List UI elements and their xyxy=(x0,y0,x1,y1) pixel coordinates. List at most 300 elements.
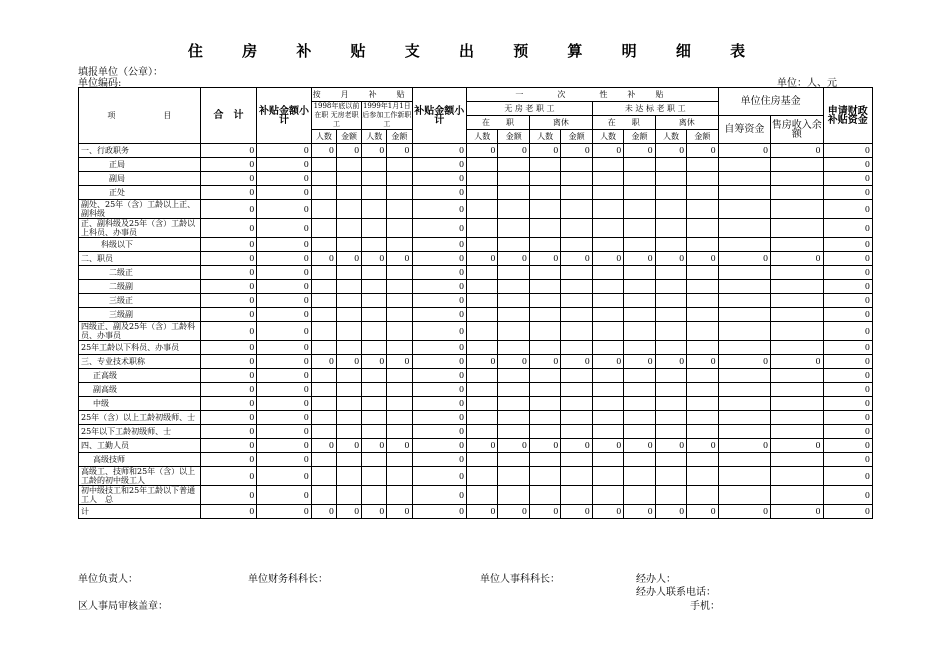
row-onetime-cell xyxy=(498,425,529,439)
row-label: 二级正 xyxy=(79,266,201,280)
row-onetime-cell xyxy=(467,219,498,238)
header-amount-2: 金额 xyxy=(498,130,529,144)
row-fund-cell xyxy=(771,411,823,425)
table-row xyxy=(79,355,873,369)
row-fund-cell xyxy=(718,322,770,341)
row-onetime-cell: 0 xyxy=(687,505,718,519)
row-onetime-cell xyxy=(561,308,592,322)
row-onetime-cell: 0 xyxy=(561,355,592,369)
header-count-4: 人数 xyxy=(592,130,623,144)
row-monthly-cell xyxy=(311,238,336,252)
row-onetime-cell: 0 xyxy=(561,439,592,453)
row-fund-cell xyxy=(718,219,770,238)
row-onetime-cell xyxy=(529,397,560,411)
row-onetime-cell xyxy=(498,467,529,486)
row-onetime-cell: 0 xyxy=(561,505,592,519)
row-onetime-cell xyxy=(624,186,655,200)
row-monthly-cell xyxy=(387,467,412,486)
row-onetime-cell xyxy=(687,369,718,383)
row-onetime-cell xyxy=(529,411,560,425)
row-monthly-cell xyxy=(336,186,361,200)
row-fund-cell xyxy=(771,425,823,439)
header-inservice-b: 在 职 xyxy=(592,116,655,130)
row-monthly-cell xyxy=(336,383,361,397)
unit-code-label: 单位编码: xyxy=(78,78,122,89)
row-onetime-cell xyxy=(467,280,498,294)
row-onetime-cell xyxy=(624,308,655,322)
row-onetime-cell xyxy=(655,369,686,383)
header-count-1: 人数 xyxy=(362,130,387,144)
row-apply: 0 xyxy=(823,144,872,158)
row-total: 0 xyxy=(200,172,257,186)
row-onetime-cell: 0 xyxy=(529,439,560,453)
row-fund-cell xyxy=(771,453,823,467)
row-onetime-cell xyxy=(498,341,529,355)
row-monthly-cell xyxy=(387,308,412,322)
row-monthly-cell xyxy=(387,172,412,186)
row-onetime-cell xyxy=(529,383,560,397)
row-fund-cell xyxy=(771,308,823,322)
row-monthly-cell xyxy=(311,186,336,200)
table-row xyxy=(79,486,873,505)
row-fund-cell xyxy=(718,383,770,397)
row-onetime-cell xyxy=(655,158,686,172)
row-fund-cell xyxy=(718,411,770,425)
header-no-house: 无 房 老 职 工 xyxy=(467,102,593,116)
row-onetime-cell xyxy=(467,294,498,308)
row-onetime-subtotal: 0 xyxy=(412,294,467,308)
row-onetime-cell xyxy=(498,322,529,341)
row-onetime-cell xyxy=(624,172,655,186)
row-fund-cell xyxy=(771,383,823,397)
row-monthly-cell xyxy=(387,280,412,294)
row-total: 0 xyxy=(200,252,257,266)
row-fund-cell xyxy=(718,238,770,252)
header-subtotal-onetime: 补贴金额小计 xyxy=(412,88,467,144)
row-onetime-cell xyxy=(687,453,718,467)
row-onetime-cell xyxy=(655,200,686,219)
header-count-2: 人数 xyxy=(467,130,498,144)
row-total: 0 xyxy=(200,467,257,486)
row-apply: 0 xyxy=(823,308,872,322)
row-total: 0 xyxy=(200,486,257,505)
row-onetime-cell xyxy=(592,219,623,238)
row-onetime-cell: 0 xyxy=(655,505,686,519)
row-onetime-cell xyxy=(624,397,655,411)
row-label: 中级 xyxy=(79,397,201,411)
row-fund-cell xyxy=(718,453,770,467)
row-monthly-subtotal: 0 xyxy=(257,453,312,467)
row-fund-cell: 0 xyxy=(771,505,823,519)
footer-hr: 单位人事科科长： xyxy=(480,574,560,585)
row-onetime-cell xyxy=(687,186,718,200)
row-onetime-cell xyxy=(592,280,623,294)
row-monthly-cell: 0 xyxy=(311,144,336,158)
row-onetime-cell: 0 xyxy=(624,252,655,266)
row-monthly-cell: 0 xyxy=(362,144,387,158)
row-monthly-cell xyxy=(387,486,412,505)
budget-table xyxy=(78,87,873,519)
row-monthly-subtotal: 0 xyxy=(257,355,312,369)
table-row xyxy=(79,308,873,322)
row-onetime-cell xyxy=(687,425,718,439)
row-monthly-subtotal: 0 xyxy=(257,266,312,280)
row-monthly-cell xyxy=(336,453,361,467)
row-onetime-cell xyxy=(592,467,623,486)
row-onetime-cell xyxy=(624,200,655,219)
row-onetime-cell xyxy=(655,238,686,252)
row-onetime-cell xyxy=(624,383,655,397)
row-monthly-cell xyxy=(311,425,336,439)
row-onetime-cell xyxy=(467,266,498,280)
row-onetime-cell xyxy=(467,486,498,505)
row-monthly-cell xyxy=(311,266,336,280)
row-onetime-cell xyxy=(467,411,498,425)
row-onetime-cell: 0 xyxy=(561,144,592,158)
row-fund-cell: 0 xyxy=(771,355,823,369)
row-monthly-cell xyxy=(362,280,387,294)
row-monthly-cell: 0 xyxy=(336,252,361,266)
row-fund-cell xyxy=(771,397,823,411)
row-monthly-cell xyxy=(387,158,412,172)
row-monthly-cell: 0 xyxy=(387,355,412,369)
row-fund-cell: 0 xyxy=(718,144,770,158)
row-onetime-cell xyxy=(498,383,529,397)
row-onetime-cell xyxy=(592,322,623,341)
row-fund-cell xyxy=(771,294,823,308)
row-onetime-cell: 0 xyxy=(624,505,655,519)
row-monthly-cell xyxy=(311,467,336,486)
row-monthly-cell xyxy=(336,322,361,341)
row-onetime-subtotal: 0 xyxy=(412,411,467,425)
header-amount-3: 金额 xyxy=(561,130,592,144)
footer-mobile: 手机： xyxy=(690,601,720,612)
row-fund-cell xyxy=(718,397,770,411)
row-monthly-cell: 0 xyxy=(362,439,387,453)
row-label: 正高级 xyxy=(79,369,201,383)
row-onetime-cell xyxy=(561,411,592,425)
row-monthly-cell xyxy=(311,172,336,186)
row-total: 0 xyxy=(200,505,257,519)
row-onetime-cell xyxy=(655,383,686,397)
row-onetime-cell: 0 xyxy=(655,355,686,369)
row-monthly-cell xyxy=(311,411,336,425)
row-monthly-cell xyxy=(387,294,412,308)
row-fund-cell xyxy=(771,238,823,252)
row-onetime-cell xyxy=(624,219,655,238)
row-onetime-cell xyxy=(498,453,529,467)
row-onetime-cell xyxy=(529,186,560,200)
row-onetime-cell xyxy=(655,425,686,439)
row-total: 0 xyxy=(200,266,257,280)
row-monthly-cell xyxy=(336,397,361,411)
row-monthly-cell: 0 xyxy=(336,144,361,158)
row-onetime-cell xyxy=(467,425,498,439)
row-fund-cell xyxy=(771,172,823,186)
row-onetime-cell xyxy=(687,238,718,252)
row-apply: 0 xyxy=(823,397,872,411)
row-label: 计 xyxy=(79,505,201,519)
row-fund-cell xyxy=(718,425,770,439)
table-row xyxy=(79,322,873,341)
table-row xyxy=(79,453,873,467)
row-onetime-cell xyxy=(561,158,592,172)
row-onetime-cell xyxy=(498,397,529,411)
table-row xyxy=(79,266,873,280)
table-row xyxy=(79,341,873,355)
row-onetime-cell xyxy=(592,172,623,186)
row-monthly-cell: 0 xyxy=(387,144,412,158)
header-after-1999: 1999年1月1日后参加工作新职工 xyxy=(362,102,412,128)
row-onetime-cell: 0 xyxy=(561,252,592,266)
row-onetime-cell xyxy=(687,411,718,425)
header-subtotal-monthly: 补贴金额小计 xyxy=(257,88,312,144)
row-apply: 0 xyxy=(823,453,872,467)
row-total: 0 xyxy=(200,308,257,322)
row-onetime-cell xyxy=(687,341,718,355)
row-total: 0 xyxy=(200,411,257,425)
row-onetime-cell xyxy=(624,341,655,355)
row-onetime-cell xyxy=(467,369,498,383)
table-row xyxy=(79,467,873,486)
row-onetime-subtotal: 0 xyxy=(412,383,467,397)
row-onetime-cell: 0 xyxy=(529,252,560,266)
row-apply: 0 xyxy=(823,172,872,186)
row-monthly-cell xyxy=(362,425,387,439)
row-label: 高级工、技师和25年（含）以上工龄的初中级工人 xyxy=(79,467,201,486)
row-onetime-cell: 0 xyxy=(624,439,655,453)
header-count-3: 人数 xyxy=(529,130,560,144)
row-monthly-cell xyxy=(387,425,412,439)
row-onetime-cell: 0 xyxy=(498,252,529,266)
row-onetime-cell xyxy=(624,467,655,486)
row-total: 0 xyxy=(200,186,257,200)
row-onetime-subtotal: 0 xyxy=(412,252,467,266)
row-onetime-cell xyxy=(561,486,592,505)
row-monthly-cell xyxy=(311,294,336,308)
row-onetime-cell xyxy=(561,200,592,219)
row-onetime-cell xyxy=(592,238,623,252)
header-amount-0: 金额 xyxy=(336,130,361,144)
row-onetime-cell xyxy=(467,158,498,172)
row-monthly-cell xyxy=(336,172,361,186)
footer-head: 单位负责人： xyxy=(78,574,138,585)
row-onetime-cell xyxy=(655,266,686,280)
table-row xyxy=(79,219,873,238)
row-label: 副处、25年（含）工龄以上正、副科级 xyxy=(79,200,201,219)
row-onetime-cell xyxy=(592,266,623,280)
row-onetime-cell xyxy=(467,200,498,219)
row-monthly-cell xyxy=(336,294,361,308)
row-onetime-cell: 0 xyxy=(592,439,623,453)
row-apply: 0 xyxy=(823,200,872,219)
row-fund-cell: 0 xyxy=(718,505,770,519)
row-monthly-cell xyxy=(362,266,387,280)
page-title: 住 房 补 贴 支 出 预 算 明 细 表 xyxy=(187,42,763,60)
row-fund-cell xyxy=(771,341,823,355)
row-onetime-cell xyxy=(561,294,592,308)
row-monthly-cell xyxy=(387,397,412,411)
table-row xyxy=(79,411,873,425)
header-amount-1: 金额 xyxy=(387,130,412,144)
row-monthly-cell: 0 xyxy=(311,252,336,266)
row-total: 0 xyxy=(200,369,257,383)
row-monthly-cell: 0 xyxy=(362,355,387,369)
row-onetime-cell xyxy=(498,158,529,172)
row-monthly-subtotal: 0 xyxy=(257,238,312,252)
row-monthly-cell: 0 xyxy=(387,439,412,453)
row-fund-cell xyxy=(718,186,770,200)
row-label: 四、工勤人员 xyxy=(79,439,201,453)
footer-finance: 单位财务科科长： xyxy=(248,574,328,585)
row-apply: 0 xyxy=(823,158,872,172)
footer-handler: 经办人： xyxy=(636,574,676,585)
row-label: 三级正 xyxy=(79,294,201,308)
row-monthly-cell xyxy=(311,219,336,238)
row-onetime-cell xyxy=(561,186,592,200)
row-monthly-cell xyxy=(336,425,361,439)
header-item: 项 目 xyxy=(79,88,201,144)
row-monthly-subtotal: 0 xyxy=(257,369,312,383)
row-total: 0 xyxy=(200,397,257,411)
row-onetime-cell xyxy=(529,238,560,252)
row-onetime-cell xyxy=(655,322,686,341)
row-monthly-cell: 0 xyxy=(387,252,412,266)
row-onetime-cell: 0 xyxy=(687,252,718,266)
row-monthly-cell xyxy=(387,219,412,238)
row-fund-cell xyxy=(771,158,823,172)
row-onetime-cell xyxy=(592,308,623,322)
row-onetime-cell: 0 xyxy=(592,144,623,158)
row-onetime-cell xyxy=(687,383,718,397)
row-apply: 0 xyxy=(823,505,872,519)
row-apply: 0 xyxy=(823,369,872,383)
row-fund-cell xyxy=(718,266,770,280)
row-onetime-cell xyxy=(624,294,655,308)
row-onetime-cell xyxy=(592,200,623,219)
row-monthly-subtotal: 0 xyxy=(257,383,312,397)
row-onetime-cell: 0 xyxy=(655,252,686,266)
row-fund-cell xyxy=(771,266,823,280)
row-monthly-cell: 0 xyxy=(311,355,336,369)
row-onetime-cell xyxy=(561,266,592,280)
row-monthly-cell xyxy=(336,467,361,486)
row-fund-cell xyxy=(771,280,823,294)
row-onetime-cell xyxy=(529,453,560,467)
row-monthly-subtotal: 0 xyxy=(257,411,312,425)
row-monthly-cell xyxy=(362,186,387,200)
row-label: 25年工龄以下科员、办事员 xyxy=(79,341,201,355)
row-onetime-cell xyxy=(624,322,655,341)
row-onetime-subtotal: 0 xyxy=(412,308,467,322)
row-apply: 0 xyxy=(823,322,872,341)
row-onetime-cell xyxy=(561,397,592,411)
row-onetime-cell: 0 xyxy=(655,439,686,453)
row-monthly-cell xyxy=(362,467,387,486)
table-row xyxy=(79,425,873,439)
row-onetime-cell xyxy=(529,280,560,294)
row-onetime-cell xyxy=(655,397,686,411)
row-monthly-cell xyxy=(311,280,336,294)
row-monthly-cell xyxy=(387,238,412,252)
row-fund-cell xyxy=(718,369,770,383)
table-row xyxy=(79,252,873,266)
table-row xyxy=(79,505,873,519)
row-onetime-cell xyxy=(529,219,560,238)
row-fund-cell xyxy=(771,369,823,383)
row-onetime-cell: 0 xyxy=(467,252,498,266)
row-monthly-cell xyxy=(311,486,336,505)
row-fund-cell xyxy=(718,294,770,308)
row-onetime-cell xyxy=(529,172,560,186)
table-row xyxy=(79,397,873,411)
row-onetime-cell xyxy=(561,453,592,467)
row-fund-cell: 0 xyxy=(771,439,823,453)
row-onetime-cell: 0 xyxy=(687,439,718,453)
row-monthly-cell xyxy=(387,322,412,341)
row-monthly-cell: 0 xyxy=(336,355,361,369)
row-onetime-cell xyxy=(592,425,623,439)
row-apply: 0 xyxy=(823,219,872,238)
table-row xyxy=(79,186,873,200)
row-onetime-cell xyxy=(498,172,529,186)
row-monthly-cell xyxy=(387,341,412,355)
row-fund-cell: 0 xyxy=(718,355,770,369)
row-onetime-cell xyxy=(529,369,560,383)
row-onetime-cell xyxy=(529,425,560,439)
row-label: 副局 xyxy=(79,172,201,186)
row-monthly-subtotal: 0 xyxy=(257,280,312,294)
row-onetime-cell: 0 xyxy=(529,144,560,158)
row-onetime-cell xyxy=(655,186,686,200)
row-fund-cell: 0 xyxy=(718,439,770,453)
row-onetime-cell: 0 xyxy=(687,144,718,158)
row-onetime-subtotal: 0 xyxy=(412,425,467,439)
row-apply: 0 xyxy=(823,425,872,439)
row-onetime-subtotal: 0 xyxy=(412,355,467,369)
row-onetime-cell xyxy=(467,308,498,322)
row-onetime-cell: 0 xyxy=(498,439,529,453)
row-monthly-cell xyxy=(387,200,412,219)
row-onetime-cell: 0 xyxy=(467,144,498,158)
row-onetime-subtotal: 0 xyxy=(412,144,467,158)
row-onetime-cell xyxy=(561,219,592,238)
table-row xyxy=(79,200,873,219)
row-onetime-cell xyxy=(624,238,655,252)
row-monthly-cell xyxy=(336,369,361,383)
footer-seal: 区人事局审核盖章： xyxy=(78,601,168,612)
row-onetime-cell xyxy=(498,369,529,383)
row-fund-cell: 0 xyxy=(771,252,823,266)
row-monthly-cell xyxy=(336,200,361,219)
header-retired-b: 离休 xyxy=(655,116,718,130)
row-onetime-cell xyxy=(655,467,686,486)
row-monthly-cell xyxy=(362,383,387,397)
row-onetime-cell: 0 xyxy=(655,144,686,158)
row-onetime-cell xyxy=(687,219,718,238)
row-monthly-cell xyxy=(362,411,387,425)
row-monthly-cell xyxy=(387,266,412,280)
header-self-raised: 自筹资金 xyxy=(718,116,770,144)
row-onetime-cell: 0 xyxy=(467,505,498,519)
row-onetime-cell xyxy=(687,467,718,486)
row-monthly-cell: 0 xyxy=(362,505,387,519)
row-monthly-cell xyxy=(362,238,387,252)
row-monthly-cell: 0 xyxy=(336,505,361,519)
row-onetime-cell: 0 xyxy=(467,355,498,369)
row-label: 高级技师 xyxy=(79,453,201,467)
row-onetime-cell xyxy=(687,294,718,308)
